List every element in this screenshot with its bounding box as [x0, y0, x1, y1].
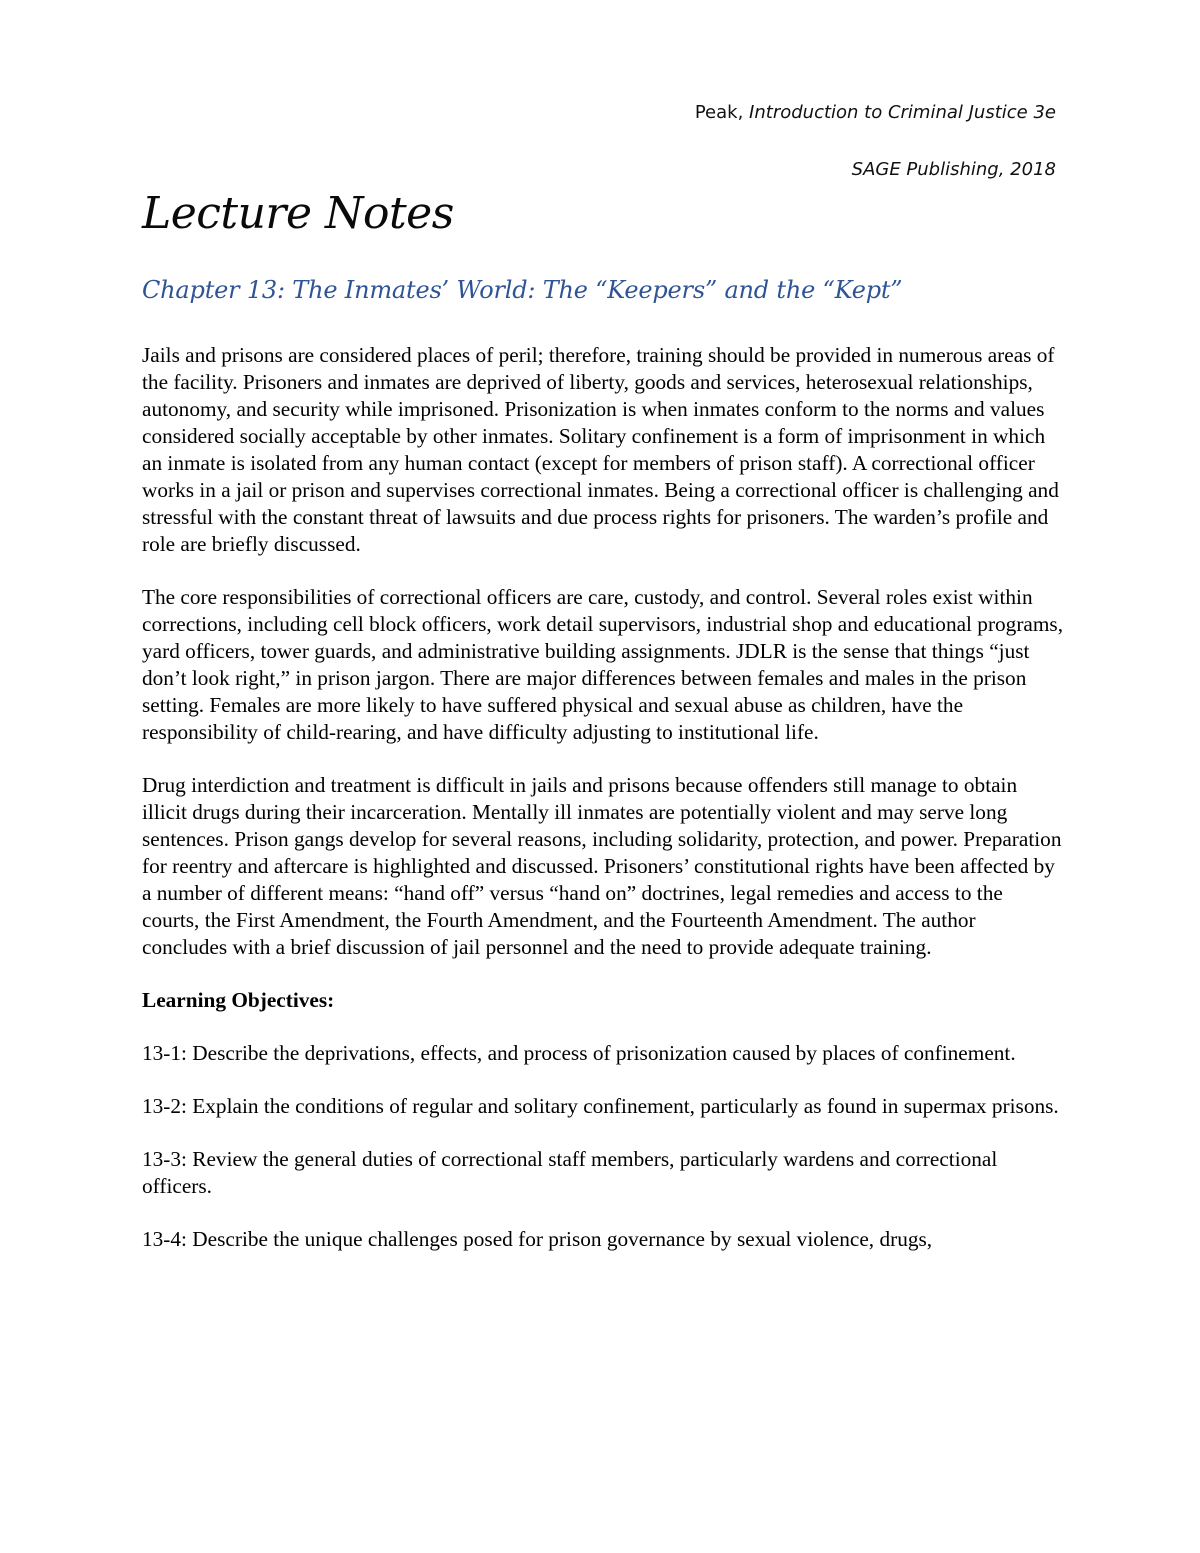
learning-objective: 13-1: Describe the deprivations, effects, and process of prisonization caused by places of confinement.: [142, 1041, 1016, 1065]
header-author: Peak,: [694, 102, 744, 123]
learning-objective: 13-2: Explain the conditions of regular and solitary confinement, particularly as found in supermax prisons.: [142, 1094, 1059, 1118]
header-book-title: Introduction to Criminal Justice 3e: [749, 102, 1056, 123]
learning-objective: 13-4: Describe the unique challenges posed for prison governance by sexual violence, drugs,: [142, 1227, 933, 1251]
document-title: Lecture Notes: [142, 188, 454, 239]
chapter-title: Chapter 13: The Inmates’ World: The “Keepers” and the “Kept”: [142, 276, 903, 304]
body-paragraph: Drug interdiction and treatment is difficult in jails and prisons because offenders still manage to obtain illicit drugs during their incarceration. Mentally ill inmates are potentially violent and may serve long sentences. Prison gangs develop for several reasons, including solidarity, protection, and power. Preparation for reentry and aftercare is highlighted and discussed. Prisoners’ constitutional rights have been affected by a number of different means: “hand off” versus “hand on” doctrines, legal remedies and access to the courts, the First Amendment, the Fourth Amendment, and the Fourteenth Amendment. The author concludes with a brief discussion of jail personnel and the need to provide adequate training.: [142, 773, 1062, 959]
document-body: [142, 342, 1064, 1279]
header-publisher: SAGE Publishing, 2018: [851, 159, 1056, 180]
learning-objective: 13-3: Review the general duties of correctional staff members, particularly wardens and correctional officers.: [142, 1147, 998, 1198]
body-paragraph: The core responsibilities of correctional officers are care, custody, and control. Several roles exist within corrections, including cell block officers, work detail supervisors, industrial shop and educational programs, yard officers, tower guards, and administrative building assignments. JDLR is the sense that things “just don’t look right,” in prison jargon. There are major differences between females and males in the prison setting. Females are more likely to have suffered physical and sexual abuse as children, have the responsibility of child-rearing, and have difficulty adjusting to institutional life.: [142, 585, 1064, 744]
body-paragraph: Jails and prisons are considered places of peril; therefore, training should be provided in numerous areas of the facility. Prisoners and inmates are deprived of liberty, goods and services, heterosexual relationships, autonomy, and security while imprisoned. Prisonization is when inmates conform to the norms and values considered socially acceptable by other inmates. Solitary confinement is a form of imprisonment in which an inmate is isolated from any human contact (except for members of prison staff). A correctional officer works in a jail or prison and supervises correctional inmates. Being a correctional officer is challenging and stressful with the constant threat of lawsuits and due process rights for prisoners. The warden’s profile and role are briefly discussed.: [142, 343, 1059, 556]
objectives-heading: Learning Objectives:: [142, 988, 335, 1012]
header-citation: [695, 102, 1056, 123]
